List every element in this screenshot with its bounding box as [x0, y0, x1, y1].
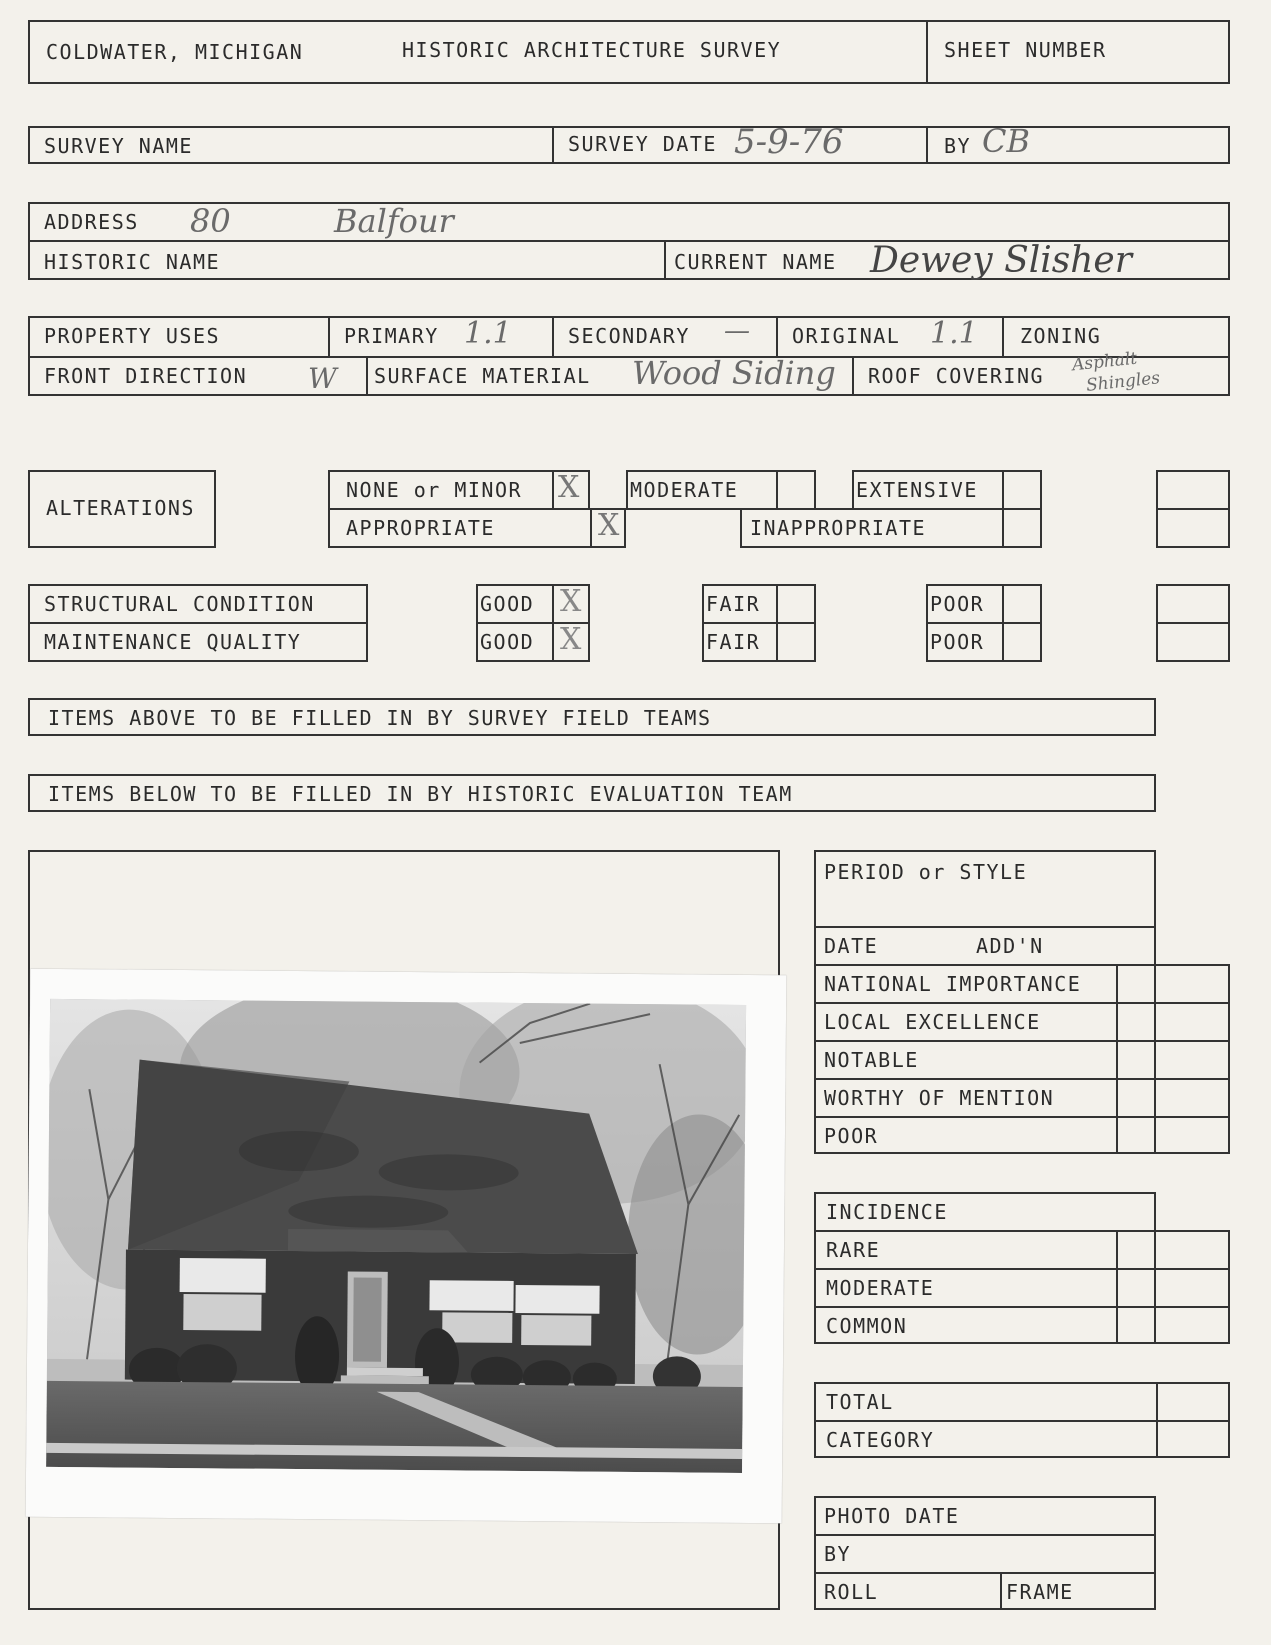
front-direction-value: W: [308, 362, 337, 395]
photo-date-label: PHOTO DATE: [824, 1504, 960, 1528]
worthy-of-mention-label: WORTHY OF MENTION: [824, 1086, 1055, 1110]
address-number: 80: [190, 202, 231, 240]
period-style-label: PERIOD or STYLE: [824, 860, 1028, 884]
structural-good-label: GOOD: [480, 592, 535, 616]
primary-label: PRIMARY: [344, 324, 439, 348]
property-uses-label: PROPERTY USES: [44, 324, 221, 348]
incidence-moderate-label: MODERATE: [826, 1276, 935, 1300]
historic-name-label: HISTORIC NAME: [44, 250, 221, 274]
incidence-score-column: [1116, 1230, 1230, 1344]
current-name-label: CURRENT NAME: [674, 250, 837, 274]
roof-covering-value-2: Shingles: [1085, 368, 1161, 396]
eval-addn-label: ADD'N: [976, 934, 1044, 958]
structural-fair-label: FAIR: [706, 592, 761, 616]
local-excellence-label: LOCAL EXCELLENCE: [824, 1010, 1041, 1034]
current-name-value: Dewey Slisher: [870, 240, 1132, 281]
survey-date-label: SURVEY DATE: [568, 132, 717, 156]
survey-by-value: CB: [982, 122, 1030, 160]
city-label: COLDWATER, MICHIGAN: [46, 40, 304, 64]
roll-label: ROLL: [824, 1580, 879, 1604]
rare-label: RARE: [826, 1238, 881, 1262]
eval-date-label: DATE: [824, 934, 879, 958]
front-direction-label: FRONT DIRECTION: [44, 364, 248, 388]
zoning-label: ZONING: [1020, 324, 1102, 348]
category-label: CATEGORY: [826, 1428, 935, 1452]
original-value: 1.1: [930, 316, 978, 351]
appropriate-label: APPROPRIATE: [346, 516, 495, 540]
sheet-number-label: SHEET NUMBER: [944, 38, 1107, 62]
total-label: TOTAL: [826, 1390, 894, 1414]
maintenance-good-mark: X: [560, 622, 582, 657]
evaluation-score-column: [1116, 964, 1230, 1154]
primary-value: 1.1: [464, 316, 512, 351]
notable-label: NOTABLE: [824, 1048, 919, 1072]
common-label: COMMON: [826, 1314, 908, 1338]
structural-poor-label: POOR: [930, 592, 985, 616]
moderate-label: MODERATE: [630, 478, 739, 502]
maintenance-quality-label: MAINTENANCE QUALITY: [44, 630, 302, 654]
house-photo: [46, 999, 746, 1473]
national-importance-label: NATIONAL IMPORTANCE: [824, 972, 1082, 996]
survey-name-label: SURVEY NAME: [44, 134, 193, 158]
secondary-label: SECONDARY: [568, 324, 690, 348]
incidence-label: INCIDENCE: [826, 1200, 948, 1224]
none-minor-mark: X: [558, 470, 580, 505]
survey-title: HISTORIC ARCHITECTURE SURVEY: [402, 38, 782, 62]
surface-material-label: SURFACE MATERIAL: [374, 364, 591, 388]
roof-covering-value-1: Asphalt: [1071, 348, 1139, 376]
inappropriate-label: INAPPROPRIATE: [750, 516, 927, 540]
appropriate-mark: X: [598, 508, 620, 543]
maintenance-fair-label: FAIR: [706, 630, 761, 654]
roof-covering-label: ROOF COVERING: [868, 364, 1045, 388]
extensive-label: EXTENSIVE: [856, 478, 978, 502]
address-label: ADDRESS: [44, 210, 139, 234]
frame-label: FRAME: [1006, 1580, 1074, 1604]
none-minor-label: NONE or MINOR: [346, 478, 523, 502]
alterations-label: ALTERATIONS: [46, 496, 195, 520]
photo-by-label: BY: [824, 1542, 852, 1566]
maintenance-poor-label: POOR: [930, 630, 985, 654]
maintenance-good-label: GOOD: [480, 630, 535, 654]
address-street: Balfour: [334, 202, 454, 240]
eval-poor-label: POOR: [824, 1124, 879, 1148]
below-note: ITEMS BELOW TO BE FILLED IN BY HISTORIC EVALUATION TEAM: [48, 782, 793, 806]
secondary-value: —: [724, 316, 750, 346]
structural-condition-label: STRUCTURAL CONDITION: [44, 592, 315, 616]
above-note: ITEMS ABOVE TO BE FILLED IN BY SURVEY FIELD TEAMS: [48, 706, 712, 730]
structural-good-mark: X: [560, 584, 582, 619]
survey-date-value: 5-9-76: [734, 122, 844, 162]
surface-material-value: Wood Siding: [632, 354, 836, 392]
original-label: ORIGINAL: [792, 324, 901, 348]
survey-by-label: BY: [944, 134, 972, 158]
attached-photograph: [26, 969, 787, 1524]
